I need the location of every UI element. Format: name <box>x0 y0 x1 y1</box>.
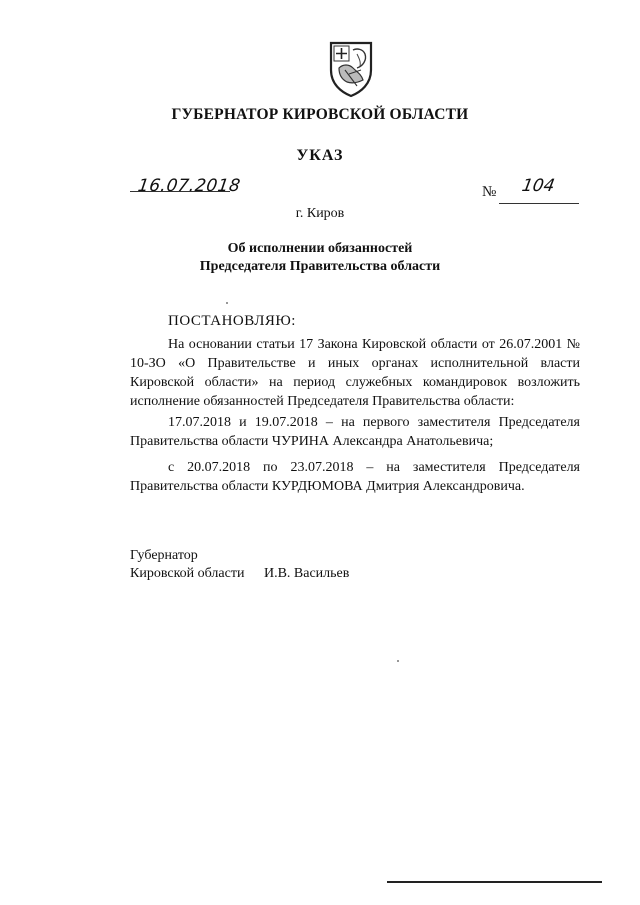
document-date: 16.07.2018 <box>136 176 242 196</box>
title-line-2: Председателя Правительства области <box>199 259 441 274</box>
title-line-1: Об исполнении обязанностей <box>227 241 413 256</box>
scan-speck <box>226 302 228 304</box>
footer-line <box>387 881 602 883</box>
signatory-position-line-2: Кировской области <box>130 566 245 581</box>
date-underline <box>130 191 230 192</box>
signatory-position-line-1: Губернатор <box>130 548 198 563</box>
decree-heading: ПОСТАНОВЛЯЮ: <box>168 313 296 329</box>
signature-block <box>130 547 349 583</box>
signatory-name: И.В. Васильев <box>263 566 350 581</box>
issuer-title: ГУБЕРНАТОР КИРОВСКОЙ ОБЛАСТИ <box>171 106 469 123</box>
kirov-coat-of-arms-icon <box>327 40 375 98</box>
document-type: УКАЗ <box>296 147 344 164</box>
city: г. Киров <box>295 206 345 221</box>
document-number: 104 <box>520 176 557 196</box>
paragraph-basis: На основании статьи 17 Закона Кировской области от 26.07.2001 № 10-ЗО «О Правительстве и иных органах исполнительной власти Кировской области» на период служебных командировок возложить исполнение обязанностей Председателя Правительства области: <box>130 337 580 409</box>
document-title <box>0 240 640 276</box>
scan-speck <box>397 660 399 662</box>
paragraph-first-deputy: 17.07.2018 и 19.07.2018 – на первого заместителя Председателя Правительства области ЧУРИНА Александра Анатольевича; <box>130 415 580 449</box>
number-underline <box>499 203 579 204</box>
number-sign: № <box>482 184 497 200</box>
paragraph-deputy: с 20.07.2018 по 23.07.2018 – на заместителя Председателя Правительства области КУРДЮМОВА Дмитрия Александровича. <box>130 460 580 494</box>
